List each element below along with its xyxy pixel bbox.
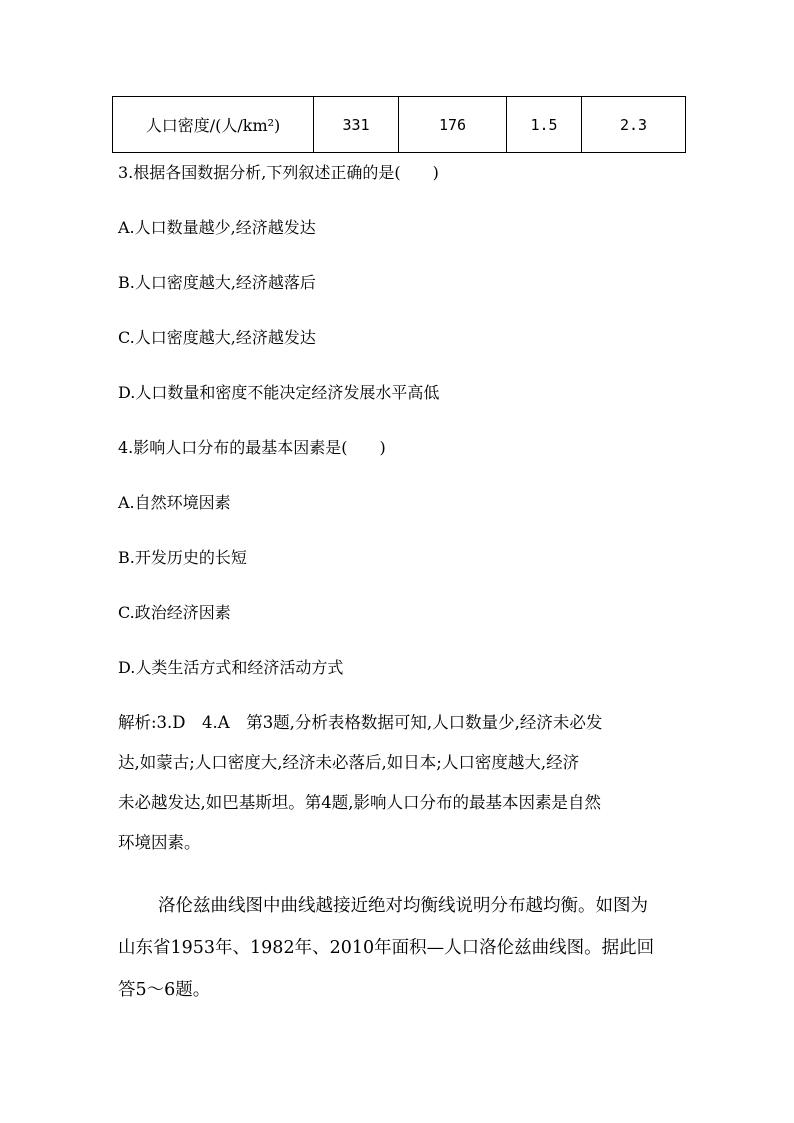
question-4-option-b: B.开发历史的长短 (118, 548, 247, 567)
question-4-option-c: C.政治经济因素 (118, 603, 231, 622)
table-row-label: 人口密度/(人/km²) (113, 97, 314, 153)
question-4-option-a: A.自然环境因素 (118, 493, 231, 512)
table-cell: 2.3 (582, 97, 686, 153)
analysis-paragraph (118, 713, 686, 873)
intro-line: 山东省1953年、1982年、2010年面积—人口洛伦兹曲线图。据此回 (118, 938, 655, 958)
analysis-line: 环境因素。 (118, 833, 201, 852)
table-cell: 1.5 (507, 97, 582, 153)
question-3-option-a: A.人口数量越少,经济越发达 (118, 218, 316, 237)
table-cell: 331 (314, 97, 399, 153)
intro-line: 答5～6题。 (118, 980, 211, 1000)
analysis-line: 解析:3.D 4.A 第3题,分析表格数据可知,人口数量少,经济未必发 (118, 713, 603, 732)
analysis-line: 未必越发达,如巴基斯坦。第4题,影响人口分布的最基本因素是自然 (118, 793, 601, 812)
intro-line: 洛伦兹曲线图中曲线越接近绝对均衡线说明分布越均衡。如图为 (158, 896, 648, 916)
question-3-option-b: B.人口密度越大,经济越落后 (118, 273, 316, 292)
population-density-table (112, 96, 686, 153)
question-4-option-d: D.人类生活方式和经济活动方式 (118, 658, 344, 677)
question-3-option-c: C.人口密度越大,经济越发达 (118, 328, 316, 347)
intro-paragraph (118, 895, 688, 1021)
question-3-option-d: D.人口数量和密度不能决定经济发展水平高低 (118, 383, 440, 402)
table-cell: 176 (399, 97, 507, 153)
question-3-stem: 3.根据各国数据分析,下列叙述正确的是( ) (118, 163, 439, 182)
table-row (113, 97, 686, 153)
analysis-line: 达,如蒙古;人口密度大,经济未必落后,如日本;人口密度越大,经济 (118, 753, 580, 772)
question-4-stem: 4.影响人口分布的最基本因素是( ) (118, 438, 386, 457)
